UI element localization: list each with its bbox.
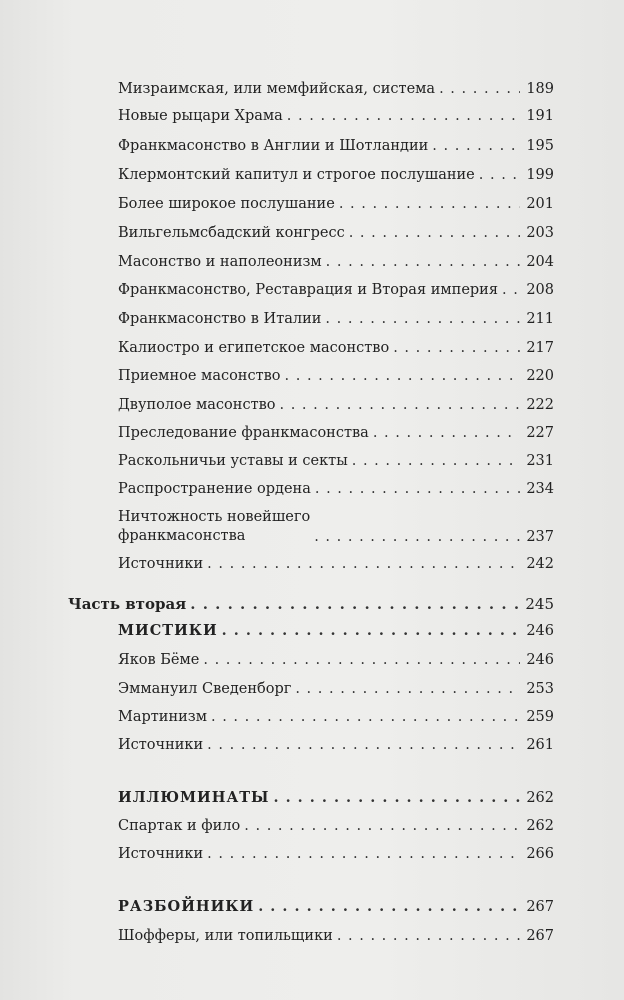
- toc-entry: [118, 845, 554, 863]
- toc-entry-page: 267: [526, 928, 554, 944]
- toc-entry-page: 208: [526, 282, 554, 298]
- toc-entry-title: Двуполое масонство: [118, 397, 276, 413]
- toc-entry-title: Приемное масонство: [118, 368, 281, 384]
- toc-entry-page: 259: [526, 709, 554, 725]
- toc-entry-page: 189: [526, 81, 554, 97]
- toc-entry-title-line-1: Ничтожность новейшего: [118, 509, 311, 525]
- leader-dots: [190, 595, 519, 613]
- leader-dots: [207, 845, 520, 863]
- leader-dots: [326, 253, 521, 271]
- toc-entry-page: 234: [526, 481, 554, 497]
- leader-dots: [325, 310, 520, 328]
- toc-entry-page: 203: [526, 225, 554, 241]
- toc-entry-page: 191: [526, 108, 554, 124]
- toc-entry-page: 266: [526, 846, 554, 862]
- toc-entry: [118, 281, 554, 299]
- leader-dots: [222, 622, 521, 640]
- toc-entry-title: Преследование франкмасонства: [118, 425, 369, 441]
- toc-entry: [118, 166, 554, 184]
- leader-dots: [207, 555, 520, 573]
- toc-entry-page: 211: [526, 311, 554, 327]
- toc-entry: [118, 817, 554, 835]
- toc-entry-page: 267: [526, 899, 554, 915]
- toc-entry-page: 261: [526, 737, 554, 753]
- toc-part-heading: [68, 595, 554, 613]
- leader-dots: [211, 708, 520, 726]
- toc-entry-title: Источники: [118, 556, 204, 572]
- toc-section-heading: [118, 622, 554, 640]
- toc-entry-title: Более широкое послушание: [118, 196, 335, 212]
- toc-entry-page: 204: [526, 254, 554, 270]
- toc-entry: [118, 680, 554, 698]
- toc-entry-title: Франкмасонство, Реставрация и Вторая империя: [118, 282, 498, 298]
- leader-dots: [295, 680, 520, 698]
- toc-entry-title: Франкмасонство в Англии и Шотландии: [118, 138, 429, 154]
- toc-entry: [118, 107, 554, 125]
- leader-dots: [207, 736, 520, 754]
- toc-entry-title: Раскольничьи уставы и секты: [118, 453, 348, 469]
- toc-entry: [118, 253, 554, 271]
- toc-entry-page: 246: [526, 652, 554, 668]
- toc-entry-page: 253: [526, 681, 554, 697]
- toc-entry: [118, 927, 554, 945]
- toc-entry-title: Мартинизм: [118, 709, 207, 725]
- leader-dots: [279, 396, 520, 414]
- toc-entry-title: [118, 508, 310, 546]
- toc-entry-title: Распространение ордена: [118, 481, 311, 497]
- leader-dots: [339, 195, 521, 213]
- toc-entry-title: Вильгельмсбадский конгресс: [118, 225, 345, 241]
- leader-dots: [502, 281, 520, 299]
- toc-entry-title: Клермонтский капитул и строгое послушание: [118, 167, 475, 183]
- toc-entry: [118, 224, 554, 242]
- leader-dots: [337, 927, 521, 945]
- toc-entry-title: Масонство и наполеонизм: [118, 254, 322, 270]
- leader-dots: [287, 107, 521, 125]
- leader-dots: [432, 137, 520, 155]
- toc-entry: [118, 137, 554, 155]
- toc-entry: [118, 736, 554, 754]
- leader-dots: [315, 480, 520, 498]
- leader-dots: [244, 817, 520, 835]
- leader-dots: [439, 80, 520, 98]
- toc-entry-title: Спартак и фило: [118, 818, 241, 834]
- toc-entry-page: 262: [526, 790, 554, 806]
- toc-entry: [118, 651, 554, 669]
- toc-entry-title: Источники: [118, 737, 204, 753]
- toc-entry-page: 195: [526, 138, 554, 154]
- toc-entry: [118, 452, 554, 470]
- toc-entry-title: Новые рыцари Храма: [118, 108, 283, 124]
- toc-section-heading: [118, 789, 554, 807]
- toc-entry-title: Эммануил Сведенборг: [118, 681, 292, 697]
- toc-entry-page: 222: [526, 397, 554, 413]
- leader-dots: [203, 651, 520, 669]
- toc-entry-title: Мизраимская, или мемфийская, система: [118, 81, 436, 97]
- leader-dots: [258, 898, 520, 916]
- toc-entry-page: 217: [526, 340, 554, 356]
- toc-entry: [118, 310, 554, 328]
- toc-entry: [118, 708, 554, 726]
- toc-entry-title-line-2: франкмасонства: [118, 528, 246, 544]
- toc-entry-page: 237: [526, 529, 554, 545]
- toc-entry-page: 220: [526, 368, 554, 384]
- toc-entry: [118, 508, 554, 546]
- toc-entry: [118, 195, 554, 213]
- toc-entry-page: 199: [526, 167, 554, 183]
- toc-entry-page: 262: [526, 818, 554, 834]
- toc-entry-page: 242: [526, 556, 554, 572]
- leader-dots: [352, 452, 521, 470]
- toc-entry-title: Источники: [118, 846, 204, 862]
- leader-dots: [273, 789, 520, 807]
- toc-entry-title: ИЛЛЮМИНАТЫ: [118, 789, 270, 806]
- leader-dots: [479, 166, 521, 184]
- toc-entry-title: Яков Бёме: [118, 652, 200, 668]
- toc-entry-title: Часть вторая: [68, 595, 187, 613]
- toc-entry-title: Калиостро и египетское масонство: [118, 340, 390, 356]
- toc-entry: [118, 480, 554, 498]
- toc-entry-title: Франкмасонство в Италии: [118, 311, 322, 327]
- toc-entry: [118, 339, 554, 357]
- toc-entry-title: МИСТИКИ: [118, 622, 218, 639]
- toc-entry-page: 231: [526, 453, 554, 469]
- toc-entry: [118, 367, 554, 385]
- leader-dots: [393, 339, 520, 357]
- toc-entry-page: 227: [526, 425, 554, 441]
- toc-entry-title: Шофферы, или топильщики: [118, 928, 333, 944]
- toc-entry: [118, 424, 554, 442]
- toc-entry: [118, 80, 554, 98]
- toc-section-heading: [118, 898, 554, 916]
- toc-entry: [118, 396, 554, 414]
- toc-entry-title: РАЗБОЙНИКИ: [118, 898, 255, 915]
- toc-entry-page: 246: [526, 623, 554, 639]
- leader-dots: [349, 224, 521, 242]
- toc-entry-page: 201: [526, 196, 554, 212]
- leader-dots: [285, 367, 521, 385]
- toc-entry-page: 245: [525, 595, 554, 613]
- toc-entry: [118, 555, 554, 573]
- leader-dots: [373, 424, 521, 442]
- leader-dots: [314, 528, 520, 546]
